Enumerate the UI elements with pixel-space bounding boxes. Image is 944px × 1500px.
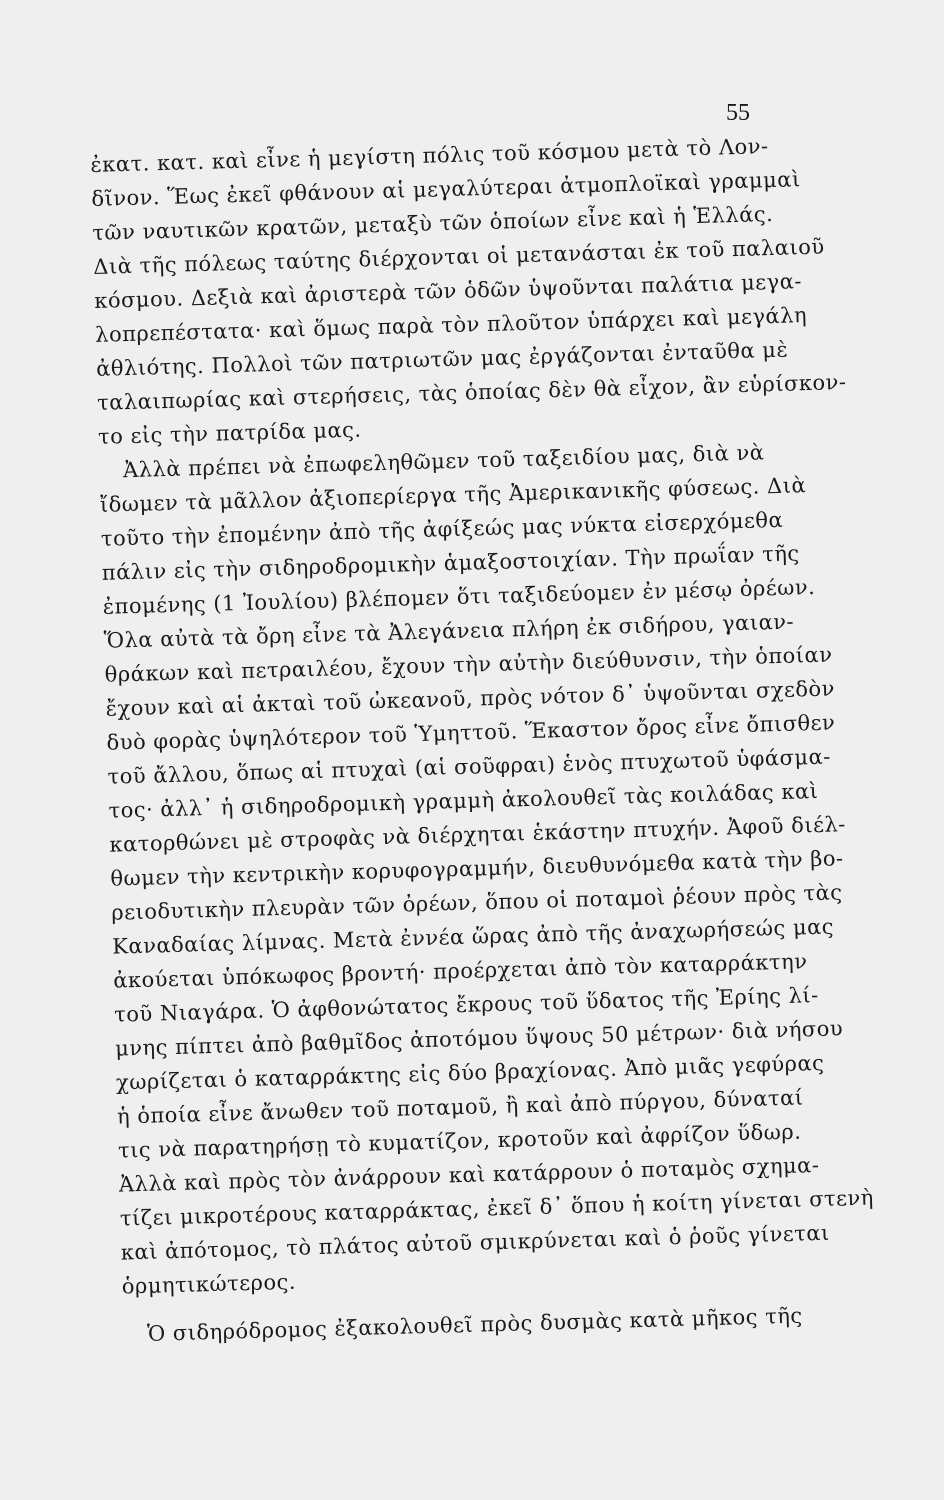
- text-line: τῶν ναυτικῶν κρατῶν, μεταξὺ τῶν ὁποίων εἶνε καὶ ἡ Ἑλλάς.: [92, 201, 774, 245]
- text-line: τις νὰ παρατηρήσῃ τὸ κυματίζον, κροτοῦν καὶ ἀφρίζον ὕδωρ.: [117, 1119, 802, 1163]
- text-line: χωρίζεται ὁ καταρράκτης εἰς δύο βραχίονας. Ἀπὸ μιᾶς γεφύρας: [115, 1050, 825, 1095]
- text-line: τοῦ Νιαγάρα. Ὁ ἀφθονώτατος ἔκρους τοῦ ὕδατος τῆς Ἐρίης λί-: [113, 982, 820, 1027]
- text-line: ἐκατ. κατ. καὶ εἶνε ἡ μεγίστη πόλις τοῦ κόσμου μετὰ τὸ Λον-: [90, 134, 769, 177]
- page-number: 55: [726, 100, 750, 126]
- text-line: κατορθώνει μὲ στροφὰς νὰ διέρχηται ἑκάστην πτυχήν. Ἀφοῦ διέλ-: [109, 812, 847, 857]
- text-line: Ὁ σιδηρόδρομος ἐξακολουθεῖ πρὸς δυσμὰς κατὰ μῆκος τῆς: [146, 1303, 803, 1346]
- text-line: Καναδαίας λίμνας. Μετὰ ἐννέα ὥρας ἀπὸ τῆς ἀναχωρήσεώς μας: [111, 914, 835, 959]
- text-line: θωμεν τὴν κεντρικὴν κορυφογραμμήν, διευθυνόμεθα κατὰ τὴν βο-: [110, 846, 844, 891]
- text-line: μνης πίπτει ἀπὸ βαθμῖδος ἀποτόμου ὕψους 50 μέτρων· διὰ νήσου: [114, 1016, 844, 1061]
- text-line: λοπρεπέστατα· καὶ ὅμως παρὰ τὸν πλοῦτον ὑπάρχει καὶ μεγάλη: [94, 303, 808, 347]
- text-line: δυὸ φορὰς ὑψηλότερον τοῦ Ὑμηττοῦ. Ἕκαστον ὄρος εἶνε ὄπισθεν: [106, 710, 836, 755]
- text-line: ἔχουν καὶ αἱ ἀκταὶ τοῦ ὠκεανοῦ, πρὸς νότον δ᾽ ὑψοῦνται σχεδὸν: [105, 676, 836, 721]
- paragraph: [90, 127, 847, 454]
- text-line: πάλιν εἰς τὴν σιδηροδρομικὴν ἁμαξοστοιχίαν. Τὴν πρωΐαν τῆς: [101, 541, 800, 585]
- text-line: τοῦ ἄλλου, ὅπως αἱ πτυχαὶ (αἱ σοῦφραι) ἑνὸς πτυχωτοῦ ὑφάσμα-: [107, 744, 832, 789]
- text-line: κόσμου. Δεξιὰ καὶ ἀριστερὰ τῶν ὁδῶν ὑψοῦνται παλάτια μεγα-: [93, 269, 803, 313]
- text-line: ἴδωμεν τὰ μᾶλλον ἀξιοπερίεργα τῆς Ἀμερικανικῆς φύσεως. Διὰ: [99, 473, 807, 517]
- text-line: ἡ ὁποία εἶνε ἄνωθεν τοῦ ποταμοῦ, ἢ καὶ ἀπὸ πύργου, δύναταί: [116, 1085, 804, 1129]
- paragraph: [99, 433, 875, 1303]
- text-line: τοῦτο τὴν ἐπομένην ἀπὸ τῆς ἀφίξεώς μας νύκτα εἰσερχόμεθα: [100, 507, 784, 551]
- text-line: ἐπομένης (1 Ἰουλίου) βλέπομεν ὅτι ταξιδεύομεν ἐν μέσῳ ὀρέων.: [102, 574, 816, 619]
- text-line: ἀθλιότης. Πολλοὶ τῶν πατριωτῶν μας ἐργάζονται ἐνταῦθα μὲ: [95, 337, 789, 381]
- text-line: Ὅλα αὐτὰ τὰ ὄρη εἶνε τὰ Ἀλεγάνεια πλήρη ἐκ σιδήρου, γαιαν-: [103, 609, 795, 653]
- text-line: δῖνον. Ἕως ἐκεῖ φθάνουν αἱ μεγαλύτεραι ἀτμοπλοϊκαὶ γραμμαὶ: [91, 167, 801, 211]
- text-line: τος· ἀλλ᾽ ἡ σιδηροδρομικὴ γραμμὴ ἀκολουθεῖ τὰς κοιλάδας καὶ: [108, 778, 819, 823]
- text-line: ἀκούεται ὑπόκωφος βροντή· προέρχεται ἀπὸ τὸν καταρράκτην: [112, 949, 808, 993]
- body-text: [90, 127, 875, 1351]
- text-line: ρειοδυτικὴν πλευρὰν τῶν ὀρέων, ὅπου οἱ ποταμοὶ ῥέουν πρὸς τὰς: [111, 880, 843, 925]
- text-line: Ἀλλὰ πρέπει νὰ ἐπωφεληθῶμεν τοῦ ταξειδίου μας, διὰ νὰ: [122, 440, 765, 483]
- text-line: τίζει μικροτέρους καταρράκτας, ἐκεῖ δ᾽ ὅπου ἡ κοίτη γίνεται στενὴ: [119, 1185, 875, 1231]
- text-line: το εἰς τὴν πατρίδα μας.: [97, 417, 362, 449]
- text-line: θράκων καὶ πετραιλέου, ἔχουν τὴν αὐτὴν διεύθυνσιν, τὴν ὁποίαν: [104, 642, 833, 687]
- text-line: Ἀλλὰ καὶ πρὸς τὸν ἀνάρρουν καὶ κατάρρουν ὁ ποταμὸς σχημα-: [118, 1153, 820, 1197]
- text-line: ὁρμητικώτερος.: [121, 1269, 297, 1299]
- text-line: καὶ ἀπότομος, τὸ πλάτος αὐτοῦ σμικρύνεται καὶ ὁ ῥοῦς γίνεται: [120, 1220, 830, 1265]
- text-line: Διὰ τῆς πόλεως ταύτης διέρχονται οἱ μετανάσται ἐκ τοῦ παλαιοῦ: [92, 234, 825, 279]
- text-line: ταλαιπωρίας καὶ στερήσεις, τὰς ὁποίας δὲν θὰ εἶχον, ἂν εὑρίσκον-: [96, 369, 847, 415]
